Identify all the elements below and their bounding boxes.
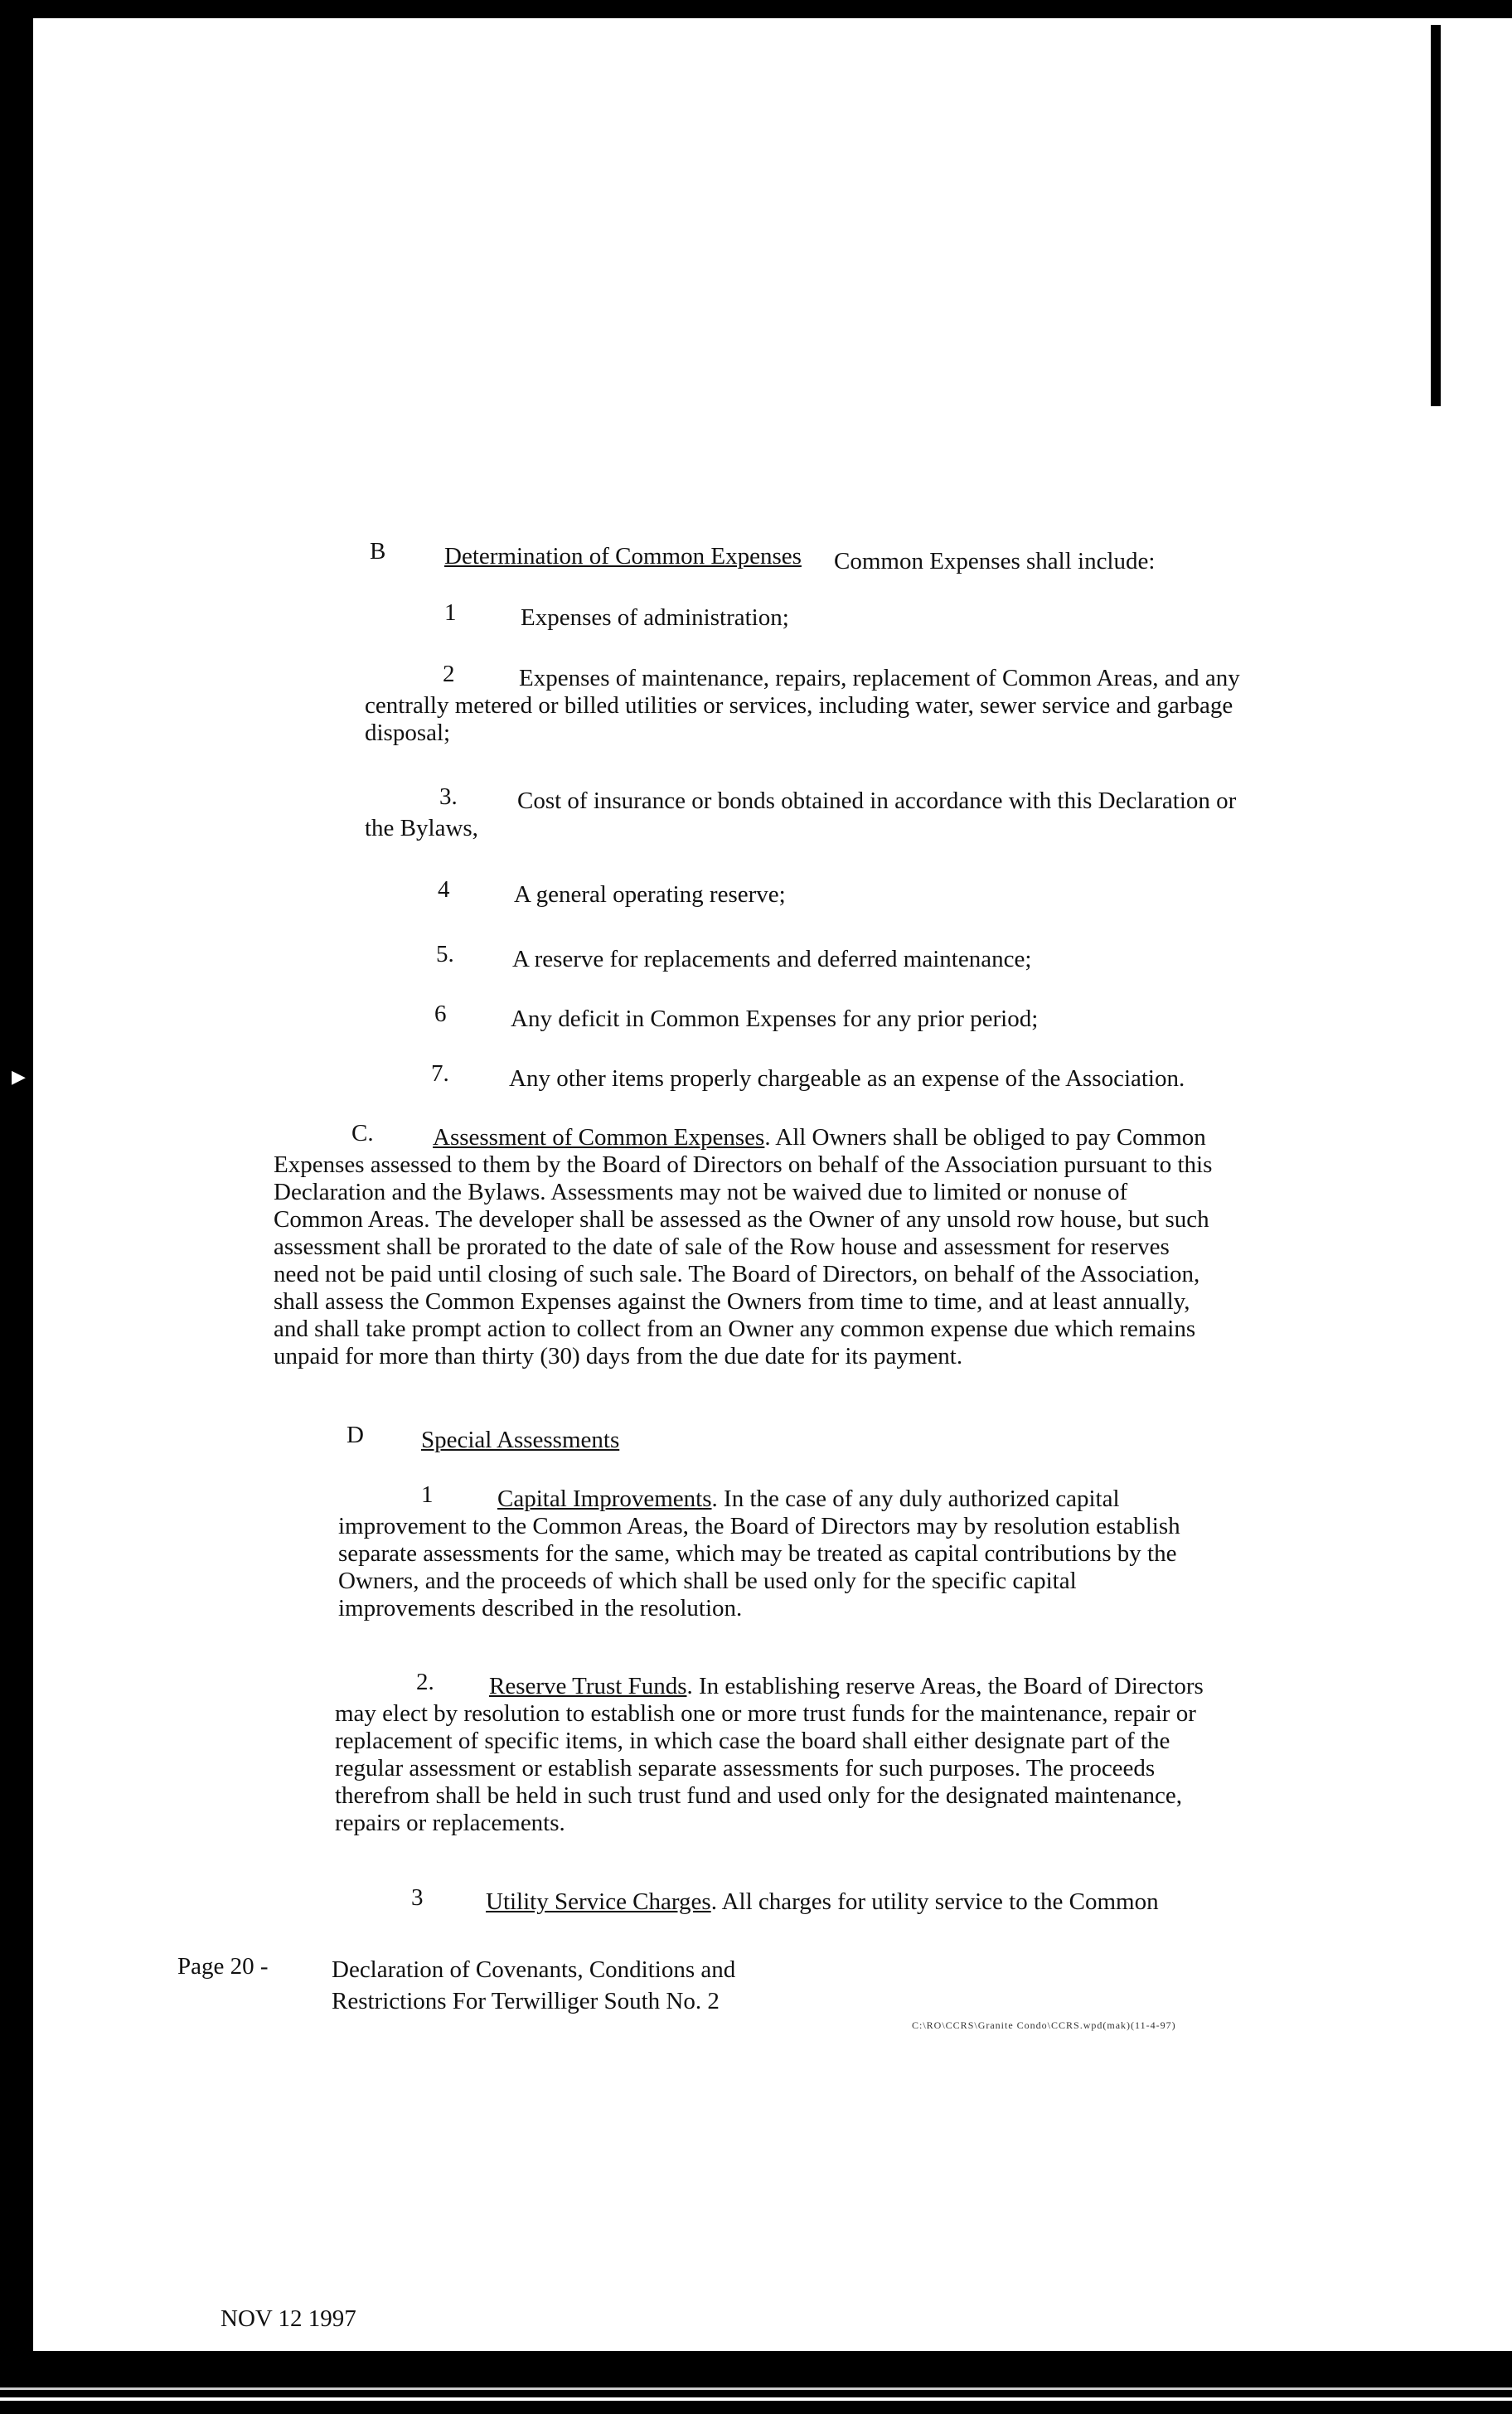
list-item: Any other items properly chargeable as an expense of the Association. [509, 1065, 1185, 1092]
list-item: A general operating reserve; [514, 881, 786, 908]
section-b-marker: B [370, 538, 386, 565]
item-number: 7. [431, 1060, 449, 1087]
footer-title-line-1: Declaration of Covenants, Conditions and [332, 1956, 736, 1983]
list-item: Cost of insurance or bonds obtained in accordance with this Declaration or the Bylaws, [365, 788, 1237, 841]
arrow-mark-icon: ▶ [12, 1066, 26, 1087]
item-number: 5. [436, 941, 454, 967]
item-number: 3. [439, 783, 458, 810]
section-b-heading: Determination of Common Expenses [444, 543, 802, 570]
page-number: Page 20 - [177, 1953, 269, 1980]
list-item: Any deficit in Common Expenses for any prior period; [511, 1006, 1039, 1032]
section-d-marker: D [346, 1422, 364, 1448]
section-c-paragraph: Assessment of Common Expenses. All Owners shall be obliged to pay Common Expenses assessed to them by the Board of Directors on behalf of the Association pursuant to this Declaration and the Bylaws. Assessments may not be waived due to limited or nonuse of Common Areas. The developer shall be assessed as the Owner of any unsold row house, but such assessment shall be prorated to the date of sale of the Row house and assessment for reserves need not be paid until closing of such sale. The Board of Directors, on behalf of the Association, shall assess the Common Expenses against the Owners from time to time, and at least annually, and shall take prompt action to collect from an Owner any common expense due which remains unpaid for more than thirty (30) days from the due date for its payment. [274, 1124, 1213, 1369]
scan-border-left [0, 0, 33, 2414]
footer-title-line-2: Restrictions For Terwilliger South No. 2 [332, 1988, 720, 2014]
item-number: 3 [411, 1884, 424, 1911]
item-number: 4 [438, 876, 450, 903]
list-item: Capital Improvements. In the case of any duly authorized capital improvement to the Common Areas, the Board of Directors may by resolution establish separate assessments for the same, which may be treated as capital contributions by the Owners, and the proceeds of which shall be used only for the specific capital improvements described in the resolution. [338, 1486, 1180, 1621]
section-b-intro: Common Expenses shall include: [834, 548, 1156, 574]
item-number: 1 [421, 1481, 434, 1508]
item-heading: Reserve Trust Funds [489, 1673, 687, 1699]
scan-border-right-mark [1431, 25, 1441, 406]
list-item: A reserve for replacements and deferred maintenance; [512, 946, 1032, 972]
item-number: 1 [444, 599, 457, 626]
item-number: 6 [434, 1001, 447, 1027]
section-c-marker: C. [351, 1120, 374, 1146]
item-heading: Utility Service Charges [486, 1888, 711, 1915]
list-item: Expenses of maintenance, repairs, replacement of Common Areas, and any centrally metered or billed utilities or services, including water, sewer service and garbage disposal; [365, 665, 1240, 746]
list-item: Utility Service Charges. All charges for utility service to the Common [486, 1888, 1159, 1915]
scan-line [0, 2387, 1512, 2390]
scan-border-top [0, 0, 1512, 18]
item-number: 2 [443, 661, 455, 687]
item-heading: Capital Improvements [497, 1486, 712, 1512]
item-number: 2. [416, 1669, 434, 1695]
scan-line [0, 2397, 1512, 2401]
date-stamp: NOV 12 1997 [220, 2305, 356, 2332]
file-reference: C:\RO\CCRS\Granite Condo\CCRS.wpd(mak)(11-4-97) [912, 2019, 1176, 2031]
list-item: Reserve Trust Funds. In establishing reserve Areas, the Board of Directors may elect by resolution to establish one or more trust funds for the maintenance, repair or replacement of specific items, in which case the board shall either designate part of the regular assessment or establish separate assessments for such purposes. The proceeds therefrom shall be held in such trust fund and used only for the designated maintenance, repairs or replacements. [335, 1673, 1204, 1836]
section-d-heading: Special Assessments [421, 1427, 620, 1453]
scan-border-bottom [0, 2351, 1512, 2414]
section-c-heading: Assessment of Common Expenses [433, 1124, 765, 1151]
list-item: Expenses of administration; [521, 604, 789, 631]
